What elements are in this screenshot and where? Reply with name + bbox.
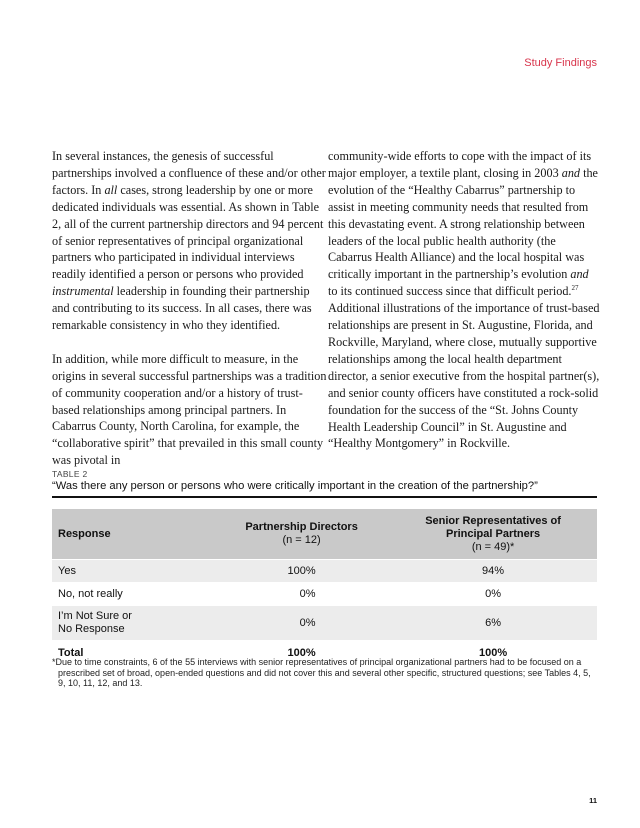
cell-response-line2: No Response — [58, 623, 125, 635]
results-table — [52, 509, 597, 665]
table-title: “Was there any person or persons who were critically important in the creation of the partnership?” — [52, 480, 538, 492]
cell-senior: 0% — [389, 583, 597, 606]
paragraph-leadership — [52, 148, 328, 334]
text-run: leadership in founding their partnership and contributing to its success. In all cases, there was remarkable consistency in who they identified. — [52, 284, 312, 333]
page-number: 11 — [589, 796, 597, 805]
paragraph-cooperation: In addition, while more difficult to measure, in the origins in several successful partnerships was a tradition of community cooperation and/or a history of trust-based relationships among principal partners. In Cabarrus County, North Carolina, for example, the “collaborative spirit” that prevailed in this small county was pivotal in — [52, 351, 327, 468]
cell-response: No, not really — [52, 583, 214, 606]
left-column — [52, 148, 328, 486]
header-senior-line1: Senior Representatives of — [425, 514, 561, 527]
text-run: to its continued success since that difficult period. — [328, 284, 572, 299]
table-divider — [52, 496, 597, 498]
text-run: In several instances, the genesis of successful partnerships involved a confluence of these and/or other factors. In — [52, 149, 326, 197]
cell-response: Total — [52, 641, 214, 666]
section-header: Study Findings — [524, 57, 597, 69]
paragraph-cabarrus — [328, 148, 600, 452]
text-run: cases, strong leadership by one or more dedicated individuals was essential. As shown in Table 2, all of the current partnership directors and 94 percent of senior representatives of principal organizational partners who participated in individual interviews readily identified a person or persons who provided — [52, 182, 324, 282]
header-senior-line2: Principal Partners — [445, 527, 541, 540]
footnote-line: 9, 10, 11, 12, and 13. — [58, 678, 143, 688]
cell-response — [52, 606, 214, 641]
header-response: Response — [52, 509, 214, 560]
cell-response-line1: I’m Not Sure or — [58, 610, 132, 622]
cell-directors: 0% — [214, 606, 389, 641]
cell-directors: 100% — [214, 560, 389, 583]
emphasis-all: all — [104, 182, 118, 197]
cell-senior: 6% — [389, 606, 597, 641]
footnote-line: *Due to time constraints, 6 of the 55 interviews with senior representatives of principal organizational partners had to be focused on a — [52, 657, 582, 667]
cell-senior: 100% — [389, 641, 597, 666]
cell-directors: 0% — [214, 583, 389, 606]
header-directors-label: Partnership Directors — [245, 521, 358, 533]
table-label: TABLE 2 — [52, 469, 88, 479]
cell-response: Yes — [52, 560, 214, 583]
table-row — [52, 583, 597, 606]
footnote-line: prescribed set of broad, open-ended questions and did not cover this and several other specific, structured questions; see Tables 4, 5, — [58, 667, 591, 678]
right-column — [328, 148, 600, 469]
cell-directors: 100% — [214, 641, 389, 666]
text-run: the evolution of the “Healthy Cabarrus” partnership to assist in meeting community needs that resulted from this devastating event. A strong relationship between leaders of the local public health authority (the Cabarrus Health Alliance) and the local hospital was critically important in the partnership’s evolution — [328, 165, 598, 282]
emphasis-and: and — [561, 165, 581, 180]
table-row — [52, 560, 597, 583]
cell-senior: 94% — [389, 560, 597, 583]
emphasis-and: and — [570, 267, 589, 282]
table-footnote — [52, 657, 597, 689]
emphasis-instrumental: instrumental — [52, 284, 114, 299]
text-run: Additional illustrations of the importance of trust-based relationships are present in St. Augustine, Florida, and Rockville, Maryland, where close, mutually supportive relationships among the local health department director, a senior executive from the hospital partner(s), and senior county officers have constituted a rock-solid foundation for the success of the “St. Johns County Health Leadership Council” in St. Augustine and “Healthy Montgomery” in Rockville. — [328, 301, 600, 451]
text-run: community-wide efforts to cope with the impact of its major employer, a textile plant, closing in 2003 — [328, 149, 592, 180]
header-directors-n: (n = 12) — [282, 534, 321, 546]
table-header-row — [52, 509, 597, 560]
header-senior — [389, 509, 597, 560]
header-senior-n: (n = 49)* — [471, 540, 515, 553]
header-directors — [214, 509, 389, 560]
footnote-reference[interactable]: 27 — [571, 284, 579, 293]
table-row — [52, 606, 597, 641]
